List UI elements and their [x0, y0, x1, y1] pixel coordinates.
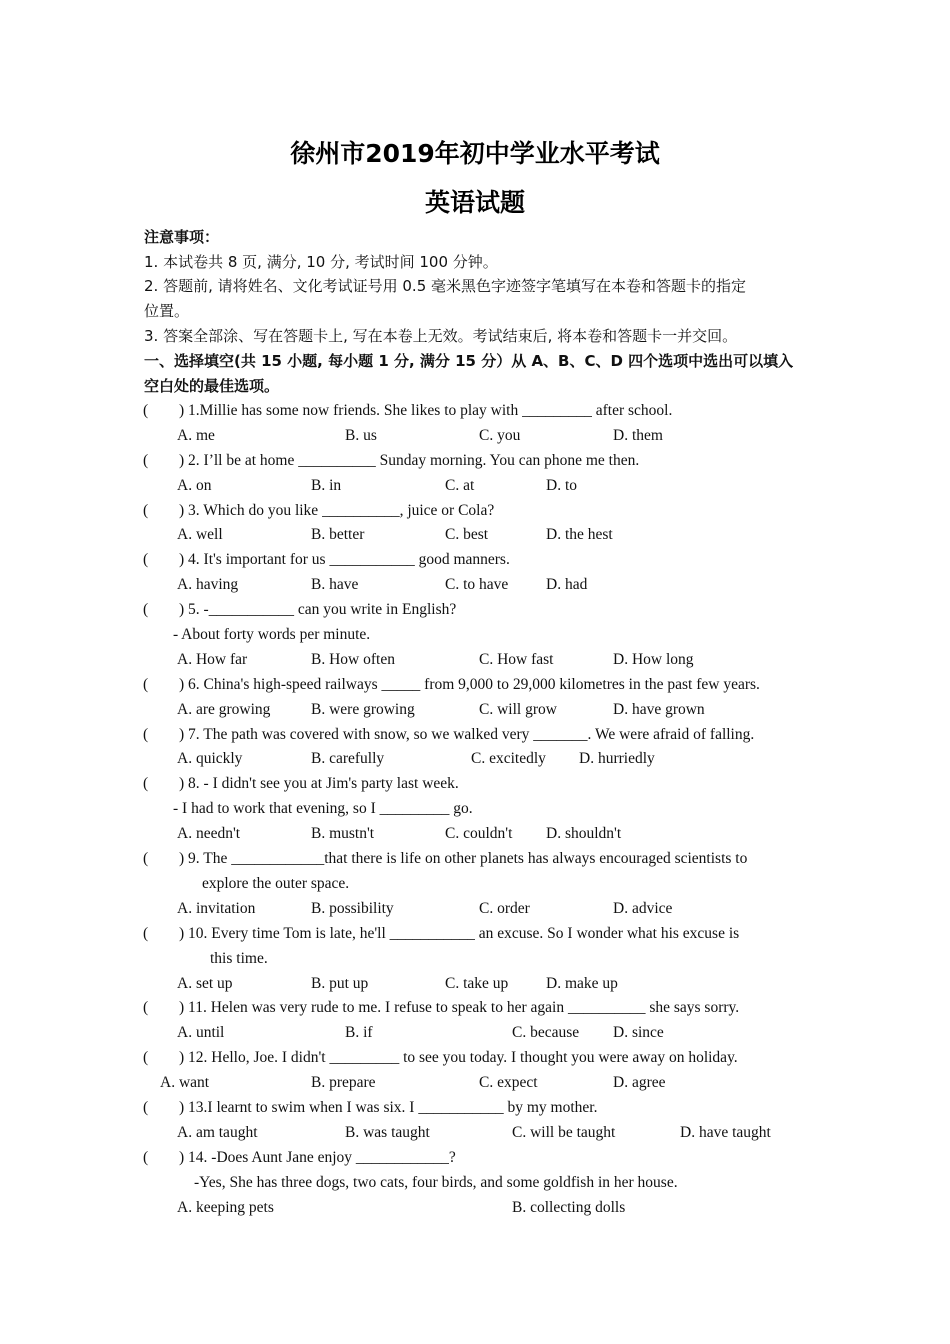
answer-blank[interactable]: ( [143, 1049, 149, 1066]
option-a: A. set up [177, 975, 233, 992]
option-b: B. if [345, 1024, 373, 1041]
notes-heading: 注意事项： [144, 228, 220, 246]
option-b: B. have [311, 576, 359, 593]
question-continuation: -Yes, She has three dogs, two cats, four birds, and some goldfish in her house. [194, 1174, 678, 1191]
question-stem: ) 1.Millie has some now friends. She likes to play with _________ after school. [179, 402, 673, 419]
option-a: A. me [177, 427, 215, 444]
option-b: B. was taught [345, 1124, 430, 1141]
section-heading-cont: 空白处的最佳选项。 [144, 377, 280, 395]
question-stem: ) 3. Which do you like __________, juice or Cola? [179, 502, 495, 519]
question-10 [143, 924, 739, 944]
question-4 [143, 550, 510, 570]
question-stem: ) 5. -___________ can you write in English? [179, 601, 457, 618]
option-b: B. collecting dolls [512, 1199, 626, 1216]
option-a: A. am taught [177, 1124, 258, 1141]
option-b: B. How often [311, 651, 395, 668]
option-d: D. hurriedly [579, 750, 655, 767]
option-d: D. to [546, 477, 577, 494]
option-c: C. take up [445, 975, 509, 992]
option-d: D. agree [613, 1074, 666, 1091]
option-b: B. possibility [311, 900, 394, 917]
question-stem: ) 7. The path was covered with snow, so we walked very _______. We were afraid of falling. [179, 726, 755, 743]
option-d: D. since [613, 1024, 664, 1041]
question-5 [143, 600, 456, 620]
question-stem: ) 10. Every time Tom is late, he'll ___________ an excuse. So I wonder what his excuse is [179, 925, 740, 942]
option-a: A. invitation [177, 900, 256, 917]
option-c: C. excitedly [471, 750, 546, 767]
question-stem: ) 12. Hello, Joe. I didn't _________ to see you today. I thought you were away on holiday. [179, 1049, 738, 1066]
question-7 [143, 725, 754, 745]
answer-blank[interactable]: ( [143, 1149, 149, 1166]
option-c: C. How fast [479, 651, 554, 668]
exam-subtitle: 英语试题 [424, 188, 525, 217]
answer-blank[interactable]: ( [143, 551, 149, 568]
option-a: A. want [160, 1074, 210, 1091]
option-d: D. them [613, 427, 663, 444]
exam-title: 徐州市2019年初中学业水平考试 [290, 139, 660, 168]
option-d: D. advice [613, 900, 673, 917]
question-continuation: explore the outer space. [202, 875, 350, 892]
option-b: B. us [345, 427, 377, 444]
section-heading: 一、选择填空(共 15 小题, 每小题 1 分, 满分 15 分）从 A、B、C、D 四个选项中选出可以填入 [144, 352, 794, 370]
question-3 [143, 501, 494, 521]
answer-blank[interactable]: ( [143, 502, 149, 519]
note-item-2: 2. 答题前, 请将姓名、文化考试证号用 0.5 毫米黑色字迹签字笔填写在本卷和答题卡的指定 [144, 277, 747, 295]
option-d: D. shouldn't [546, 825, 622, 842]
option-d: D. How long [613, 651, 694, 668]
question-stem: ) 4. It's important for us ___________ good manners. [179, 551, 510, 568]
question-stem: ) 2. I’ll be at home __________ Sunday morning. You can phone me then. [179, 452, 640, 469]
question-stem: ) 6. China's high-speed railways _____ from 9,000 to 29,000 kilometres in the past few years. [179, 676, 760, 693]
answer-blank[interactable]: ( [143, 775, 149, 792]
note-item-3: 3. 答案全部涂、写在答题卡上, 写在本卷上无效。考试结束后, 将本卷和答题卡一并交回。 [144, 327, 738, 345]
question-11 [143, 998, 739, 1018]
option-b: B. carefully [311, 750, 385, 767]
question-stem: ) 9. The ____________that there is life on other planets has always encouraged scientists to [179, 850, 748, 867]
question-stem: ) 14. -Does Aunt Jane enjoy ____________? [179, 1149, 456, 1166]
option-a: A. until [177, 1024, 225, 1041]
answer-blank[interactable]: ( [143, 999, 149, 1016]
option-a: A. How far [177, 651, 248, 668]
option-d: D. have taught [680, 1124, 771, 1141]
option-c: C. because [512, 1024, 580, 1041]
option-a: A. having [177, 576, 239, 593]
question-6 [143, 675, 760, 695]
question-stem: ) 13.I learnt to swim when I was six. I ___________ by my mother. [179, 1099, 598, 1116]
option-c: C. order [479, 900, 530, 917]
answer-blank[interactable]: ( [143, 925, 149, 942]
question-8 [143, 774, 459, 794]
option-c: C. will be taught [512, 1124, 616, 1141]
answer-blank[interactable]: ( [143, 726, 149, 743]
option-b: B. mustn't [311, 825, 375, 842]
option-a: A. needn't [177, 825, 241, 842]
option-b: B. better [311, 526, 365, 543]
question-14 [143, 1148, 456, 1168]
option-d: D. have grown [613, 701, 705, 718]
question-continuation: - I had to work that evening, so I _________ go. [173, 800, 473, 817]
option-b: B. in [311, 477, 342, 494]
question-stem: ) 11. Helen was very rude to me. I refuse to speak to her again __________ she says sorry. [179, 999, 740, 1016]
question-1 [143, 401, 672, 421]
option-c: C. expect [479, 1074, 538, 1091]
answer-blank[interactable]: ( [143, 676, 149, 693]
option-b: B. were growing [311, 701, 415, 718]
option-d: D. make up [546, 975, 618, 992]
question-stem: ) 8. - I didn't see you at Jim's party last week. [179, 775, 459, 792]
option-c: C. couldn't [445, 825, 513, 842]
option-b: B. put up [311, 975, 369, 992]
option-d: D. had [546, 576, 588, 593]
option-a: A. well [177, 526, 223, 543]
option-a: A. are growing [177, 701, 271, 718]
answer-blank[interactable]: ( [143, 452, 149, 469]
answer-blank[interactable]: ( [143, 601, 149, 618]
option-c: C. will grow [479, 701, 557, 718]
answer-blank[interactable]: ( [143, 1099, 149, 1116]
answer-blank[interactable]: ( [143, 850, 149, 867]
option-a: A. quickly [177, 750, 243, 767]
question-continuation: - About forty words per minute. [173, 626, 371, 643]
option-c: C. at [445, 477, 475, 494]
option-c: C. best [445, 526, 489, 543]
question-12 [143, 1048, 738, 1068]
note-item-1: 1. 本试卷共 8 页, 满分, 10 分, 考试时间 100 分钟。 [144, 253, 498, 271]
question-9 [143, 849, 747, 869]
question-2 [143, 451, 639, 471]
option-b: B. prepare [311, 1074, 376, 1091]
answer-blank[interactable]: ( [143, 402, 149, 419]
option-a: A. keeping pets [177, 1199, 274, 1216]
question-continuation: this time. [210, 950, 268, 967]
option-d: D. the hest [546, 526, 613, 543]
option-c: C. to have [445, 576, 509, 593]
question-13 [143, 1098, 597, 1118]
option-a: A. on [177, 477, 212, 494]
note-item-2-cont: 位置。 [144, 302, 190, 320]
option-c: C. you [479, 427, 521, 444]
